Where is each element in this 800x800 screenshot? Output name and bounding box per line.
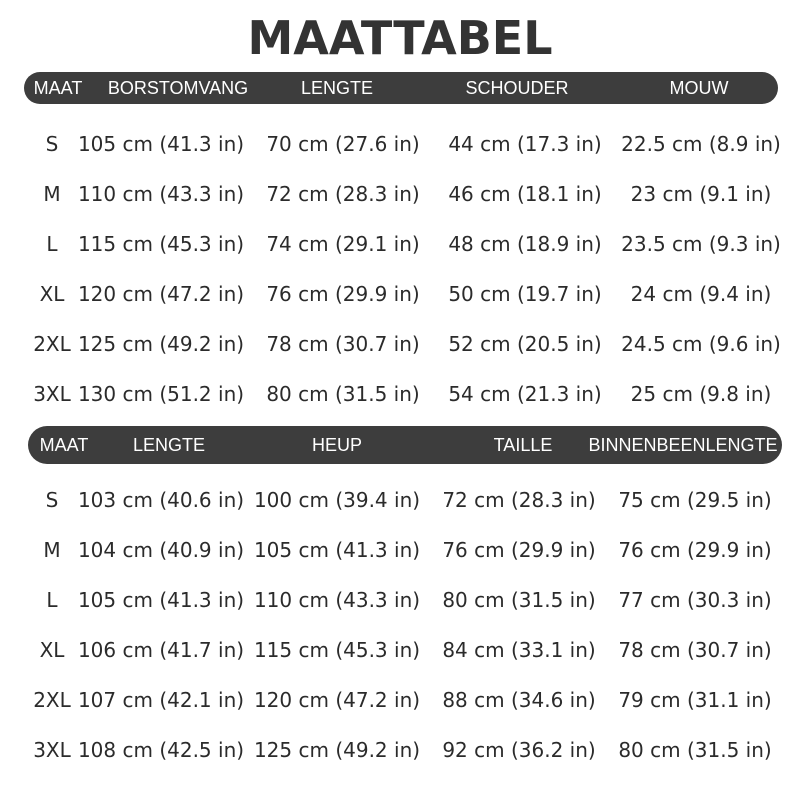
measurement-cell: 24 cm (9.4 in) [630,282,772,306]
table-row [0,580,800,620]
measurement-cell: 46 cm (18.1 in) [448,182,602,206]
table-row [0,480,800,520]
measurement-cell: 108 cm (42.5 in) [77,738,245,762]
size-cell: M [43,182,61,206]
measurement-cell: 80 cm (31.5 in) [266,382,420,406]
header-binnenbeenlengte: BINNENBEENLENGTE [588,435,778,455]
measurement-cell: 24.5 cm (9.6 in) [621,332,781,356]
measurement-cell: 107 cm (42.1 in) [77,688,245,712]
table-row [0,630,800,670]
measurement-cell: 104 cm (40.9 in) [77,538,245,562]
size-cell: 2XL [33,332,71,356]
measurement-cell: 23.5 cm (9.3 in) [621,232,781,256]
measurement-cell: 75 cm (29.5 in) [618,488,772,512]
table-row [0,124,800,164]
size-cell: M [43,538,61,562]
size-cell: L [46,588,58,612]
measurement-cell: 110 cm (43.3 in) [77,182,245,206]
measurement-cell: 105 cm (41.3 in) [253,538,421,562]
measurement-cell: 72 cm (28.3 in) [266,182,420,206]
measurement-cell: 79 cm (31.1 in) [618,688,772,712]
page-title: MAATTABEL [247,11,553,65]
measurement-cell: 110 cm (43.3 in) [253,588,421,612]
measurement-cell: 76 cm (29.9 in) [618,538,772,562]
measurement-cell: 106 cm (41.7 in) [77,638,245,662]
size-cell: XL [39,638,65,662]
table-row [0,730,800,770]
header-maat: MAAT [39,435,89,455]
table-row [0,374,800,414]
measurement-cell: 103 cm (40.6 in) [77,488,245,512]
table-row [0,274,800,314]
measurement-cell: 72 cm (28.3 in) [442,488,596,512]
measurement-cell: 74 cm (29.1 in) [266,232,420,256]
table-row [0,680,800,720]
measurement-cell: 54 cm (21.3 in) [448,382,602,406]
measurement-cell: 25 cm (9.8 in) [630,382,772,406]
measurement-cell: 70 cm (27.6 in) [266,132,420,156]
size-cell: 3XL [33,382,71,406]
measurement-cell: 125 cm (49.2 in) [77,332,245,356]
measurement-cell: 88 cm (34.6 in) [442,688,596,712]
header-taille: TAILLE [493,435,553,455]
measurement-cell: 23 cm (9.1 in) [630,182,772,206]
header-lengte: LENGTE [300,78,374,98]
measurement-cell: 76 cm (29.9 in) [442,538,596,562]
measurement-cell: 52 cm (20.5 in) [448,332,602,356]
measurement-cell: 77 cm (30.3 in) [618,588,772,612]
measurement-cell: 80 cm (31.5 in) [618,738,772,762]
header-schouder: SCHOUDER [465,78,569,98]
table-row [0,224,800,264]
header-heup: HEUP [311,435,363,455]
measurement-cell: 92 cm (36.2 in) [442,738,596,762]
table-row [0,324,800,364]
measurement-cell: 48 cm (18.9 in) [448,232,602,256]
measurement-cell: 120 cm (47.2 in) [253,688,421,712]
size-cell: 2XL [33,688,71,712]
measurement-cell: 100 cm (39.4 in) [253,488,421,512]
measurement-cell: 50 cm (19.7 in) [448,282,602,306]
measurement-cell: 80 cm (31.5 in) [442,588,596,612]
measurement-cell: 115 cm (45.3 in) [77,232,245,256]
bottom-table-header [28,426,782,464]
size-cell: S [45,488,59,512]
measurement-cell: 84 cm (33.1 in) [442,638,596,662]
measurement-cell: 115 cm (45.3 in) [253,638,421,662]
size-cell: XL [39,282,65,306]
header-mouw: MOUW [669,78,729,98]
measurement-cell: 125 cm (49.2 in) [253,738,421,762]
header-lengte: LENGTE [132,435,206,455]
size-cell: 3XL [33,738,71,762]
top-table-header [24,72,778,104]
measurement-cell: 105 cm (41.3 in) [77,588,245,612]
measurement-cell: 105 cm (41.3 in) [77,132,245,156]
measurement-cell: 44 cm (17.3 in) [448,132,602,156]
size-cell: S [45,132,59,156]
table-row [0,530,800,570]
measurement-cell: 22.5 cm (8.9 in) [621,132,781,156]
measurement-cell: 78 cm (30.7 in) [618,638,772,662]
size-cell: L [46,232,58,256]
measurement-cell: 120 cm (47.2 in) [77,282,245,306]
table-row [0,174,800,214]
header-borstomvang: BORSTOMVANG [107,78,249,98]
measurement-cell: 78 cm (30.7 in) [266,332,420,356]
measurement-cell: 76 cm (29.9 in) [266,282,420,306]
measurement-cell: 130 cm (51.2 in) [77,382,245,406]
header-maat: MAAT [33,78,83,98]
